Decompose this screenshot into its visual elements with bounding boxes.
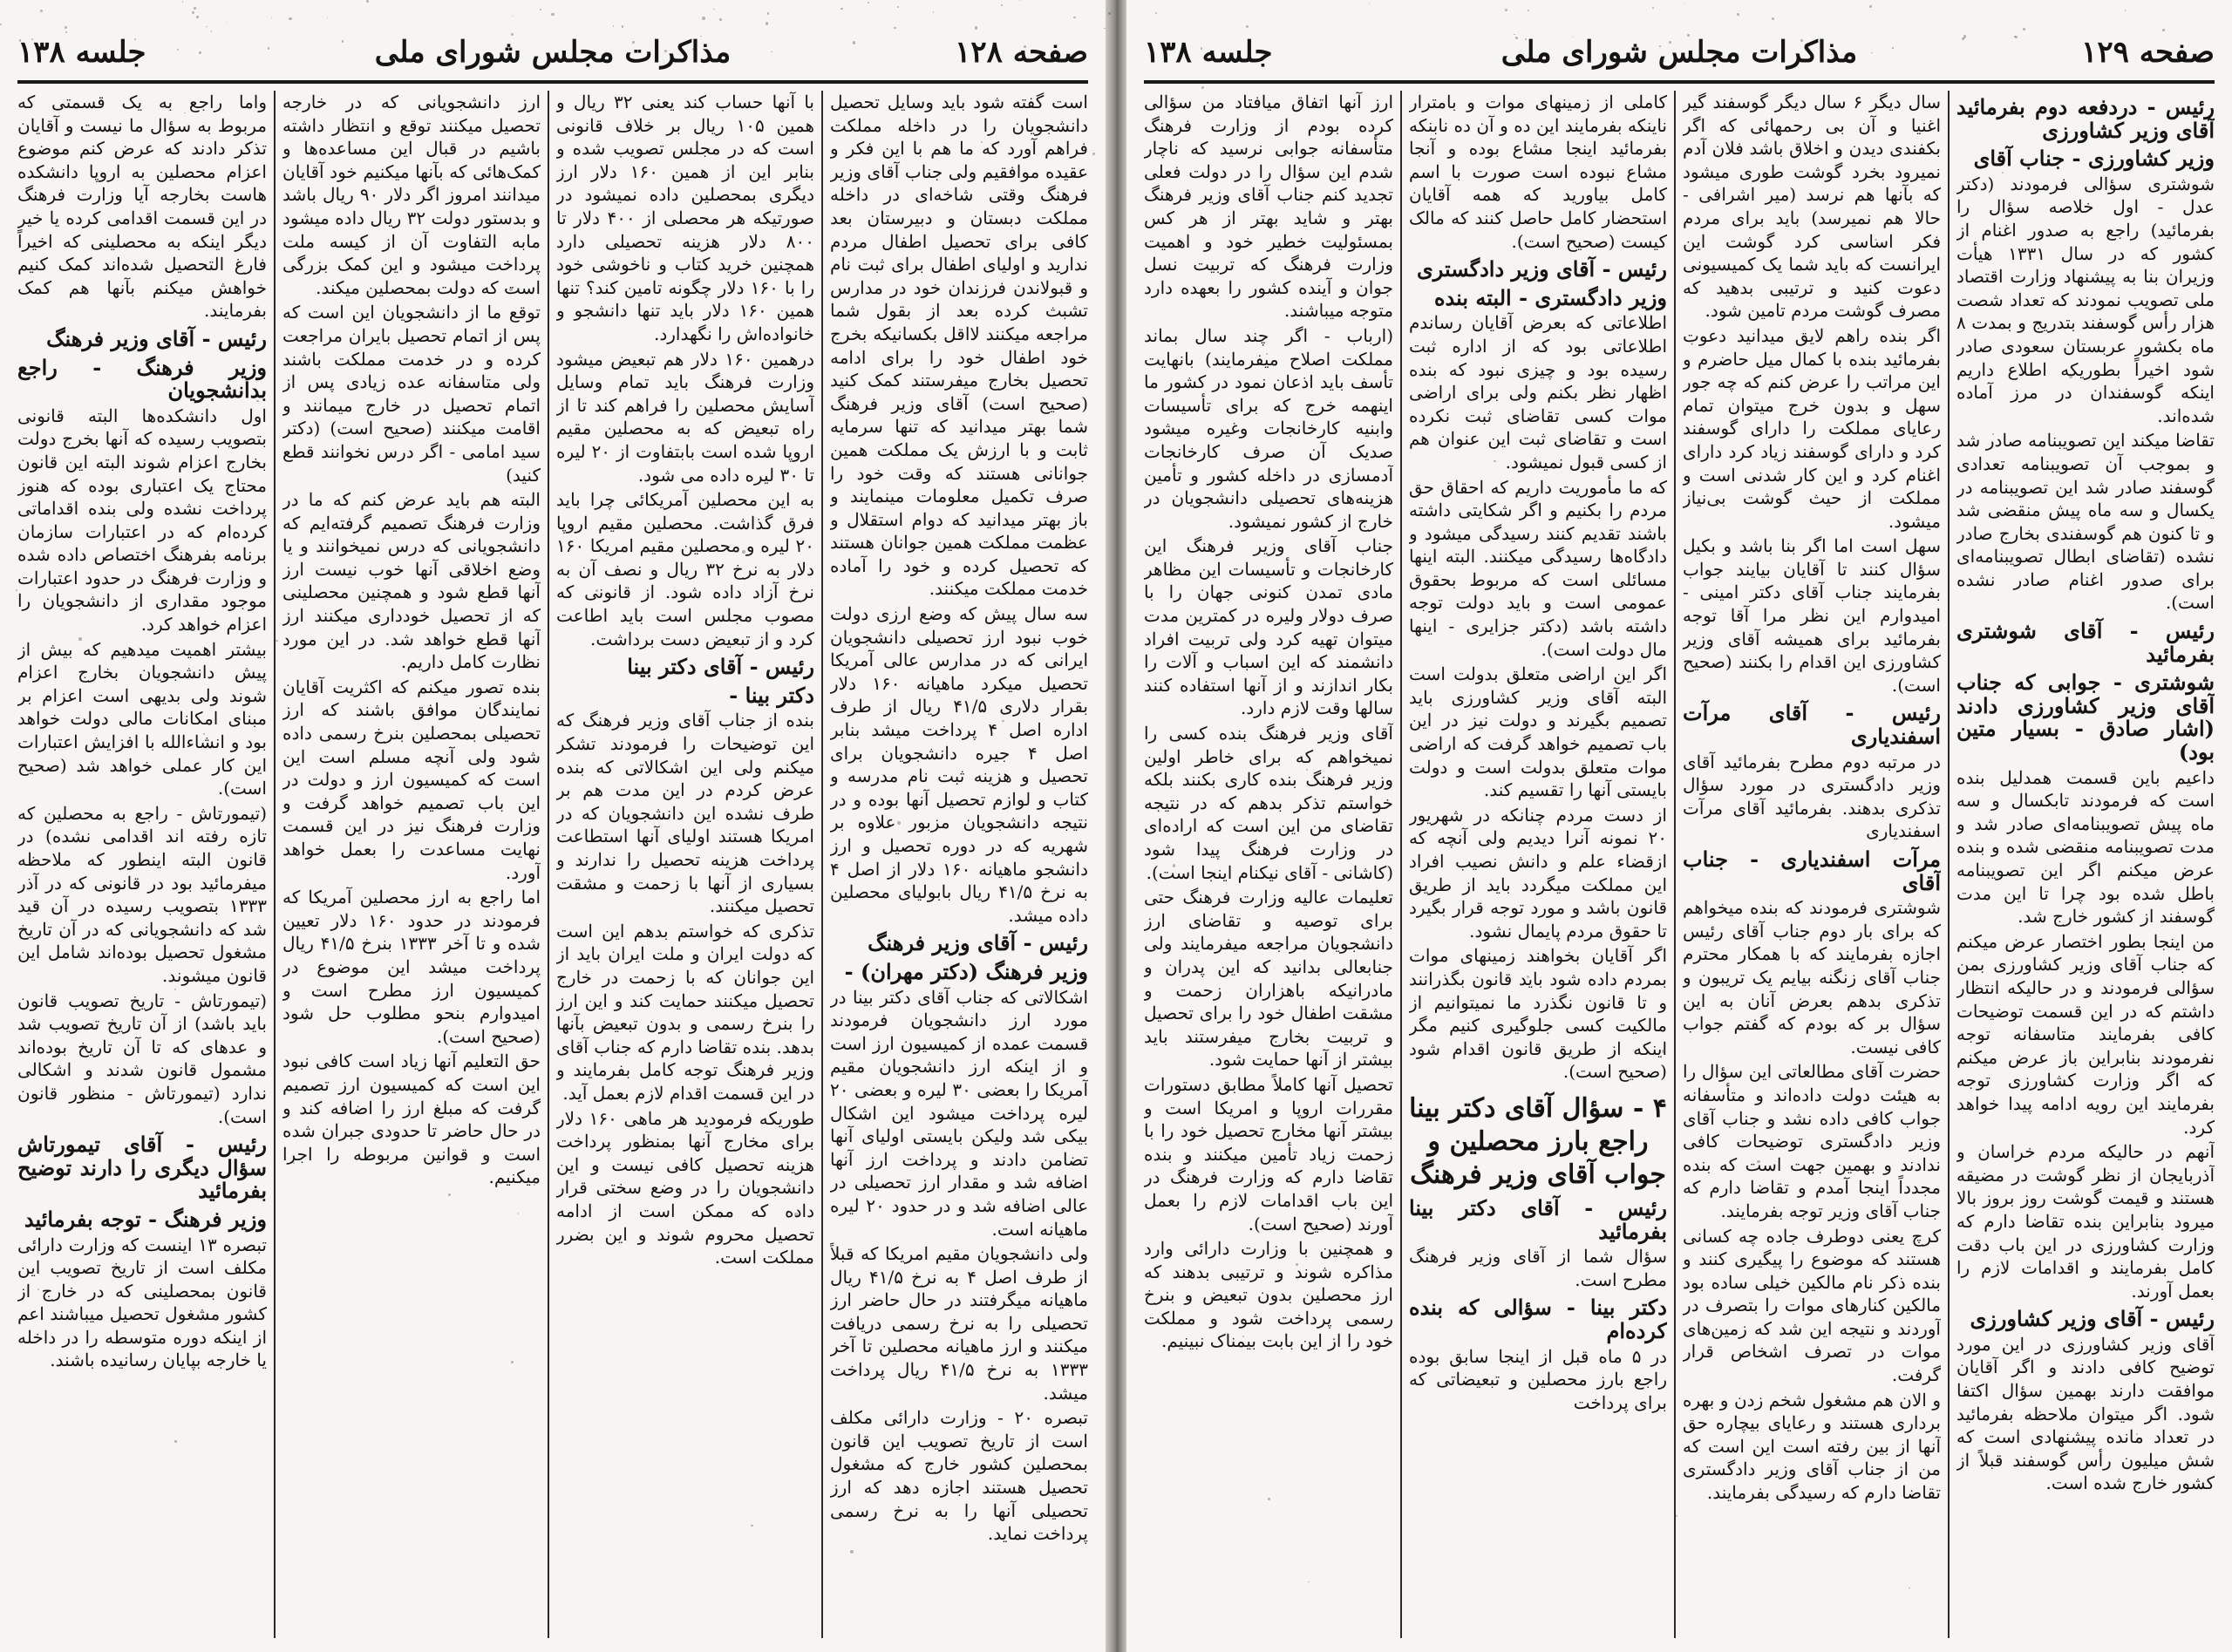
scan-speck [664,50,667,52]
paragraph: البته هم باید عرض کنم که ما در وزارت فرهنگ تصمیم گرفته‌ایم که دانشجویانی که درس نمیخوانند و یا وضع اخلاقی آنها خوب نیست ارز آنها قطع شود و همچنین محصلینی که از تحصیل خودداری میکنند ارز آنها قطع خواهد شد. در این مورد نظارت کامل داریم. [282,489,541,673]
paragraph: توقع ما از دانشجویان این است که پس از اتمام تحصیل بایران مراجعت کرده و در خدمت مملکت باشند ولی متاسفانه عده زیادی پس از اتمام تحصیل در خارج میمانند و اقامت میکنند (صحیح است) (دکتر سید امامی - اگر درس نخوانند قطع کنید) [282,302,541,486]
scan-speck [1173,864,1175,867]
paragraph: سال دیگر ۶ سال دیگر گوسفند گیر اغنیا و آن بی رحمهائی که اگر بکفندی دیدن و اخلاق باشد فلان آدم نمیرود بخرد گوشت طوری میشود که بآنها هم نرسد (میر اشرافی - حالا هم نمیرسد) باید برای مردم فکر اساسی کرد گوشت این ایرانست که باید شما یک کمیسیونی دعوت کنید و ترتیبی بدهید که مصرف گوشت مردم تامین شود. [1683,92,1941,322]
paragraph: اما راجع به ارز محصلین آمریکا که فرمودند در حدود ۱۶۰ دلار تعیین شده و تا آخر ۱۳۳۳ بنرخ ۴۱/۵ ریال پرداخت میشد این موضوع در کمیسیون ارز مطرح است و امیدوارم بنحو مطلوب حل شود (صحیح است). [282,887,541,1047]
scan-speck [1871,52,1873,54]
speaker-heading: مرآت اسفندیاری - جناب آقای [1683,846,1941,895]
paragraph: واما راجع به یک قسمتی که مربوط به سؤال ما نیست و آقایان تذکر دادند که عرض کنم موضوع اعزام محصلین به اروپا دانشکده هاست بخارجه آیا وزارت فرهنگ در این قسمت اقدامی کرده یا خیر دیگر اینکه به محصلینی که اخیراً فارغ التحصیل شده‌اند کمک کنیم خواهش میکنم بآنها هم کمک بفرمایند. [17,92,267,322]
scan-speck [1757,1160,1760,1164]
scan-speck [702,17,705,20]
scan-speck [276,640,278,642]
paragraph: آقای وزیر کشاورزی در این مورد توضیح کافی دادند و اگر آقایان موافقت دارند بهمین سؤال اکتفا شود. اگر میتوان ملاحظه بفرمائید در تعداد مانده پیشنهادی است که شش میلیون رأس گوسفند قبلاً از کشور خارج شده است. [1956,1333,2215,1494]
section-heading: ۴ - سؤال آقای دکتر بینا راجع بارز محصلین و جواب آقای وزیر فرهنگ [1409,1092,1667,1190]
scan-speck [1669,41,1671,44]
paragraph: از دست مردم چنانکه در شهریور ۲۰ نمونه آنرا دیدیم ولی آنچه که ازقضاء علم و دانش نصیب افراد این مملکت میگردد باید از طریق قانون باشد و مورد توجه قرار بگیرد تا حقوق مردم پایمال نشود. [1409,804,1667,942]
paragraph: در مرتبه دوم مطرح بفرمائید آقای وزیر دادگستری در مورد سؤال تذکری بدهند. بفرمائید آقای مرآت اسفندیاری [1683,751,1941,842]
paragraph: اطلاعاتی که بعرض آقایان رساندم اطلاعاتی بود که از اداره ثبت رسیده بود و چیزی نبود که بنده اظهار نظر بکنم ولی برای اراضی موات کسی تقاضای ثبت نکرده است و تقاضای ثبت این عنوان هم از کسی قبول نمیشود. [1409,312,1667,472]
scan-speck [16,589,17,591]
scan-speck [19,39,21,41]
speaker-heading: دکتر بینا - سؤالی که بنده کرده‌ام [1409,1295,1667,1343]
text-column [1144,91,1393,1638]
speaker-heading: وزیر کشاورزی - جناب آقای [1973,146,2215,172]
scan-speck [933,11,934,12]
text-column [282,91,541,1638]
scan-speck [2069,375,2072,378]
speaker-heading: رئیس - آقای تیمورتاش سؤال دیگری را دارند توضیح بفرمائید [17,1132,267,1204]
speaker-heading: دکتر بینا - [729,682,814,708]
left-page [0,0,1106,1652]
publication-title: مذاکرات مجلس شورای ملی [374,35,732,70]
scan-speck [975,26,978,30]
paragraph: تقاضا میکند این تصویبنامه صادر شد و بموجب آن تصویبنامه تعدادی گوسفند صادر شد این تصویبنامه در یکسال و سه ماه پیش منقضی شد و تا کنون هم گوسفندی بخارج صادر نشده (تقاضای ابطال تصویبنامه‌ای برای صدور اغنام صادر نشده است). [1956,430,2215,614]
speaker-heading: وزیر فرهنگ - توجه بفرمائید [24,1206,267,1232]
scan-speck [182,1,184,3]
scan-speck [771,51,772,52]
book-gutter [1106,0,1126,1652]
scan-speck [766,22,768,24]
paragraph: به این محصلین آمریکائی چرا باید فرق گذاشت. محصلین مقیم اروپا ۲۰ لیره و محصلین مقیم امریکا ۱۶۰ دلار به نرخ ۳۲ ریال و نصف آن به نرخ آزاد داده شود. از قانونی که مصوب مجلس است باید اطاعت کرد و از تبعیض دست برداشت. [556,489,814,649]
scan-speck [1104,28,1105,29]
scan-speck [551,13,555,17]
paragraph: اگر این اراضی متعلق بدولت است البته آقای وزیر کشاورزی باید تصمیم بگیرند و دولت نیز در این باب تصمیم خواهد گرفت که اراضی موات متعلق بدولت است و دولت بایستی آنها را تقسیم کند. [1409,663,1667,801]
scan-speck [692,48,694,50]
speaker-heading: رئیس - آقای وزیر کشاورزی [1970,1306,2215,1332]
speaker-heading: رئیس - دردفعه دوم بفرمائید آقای وزیر کشاورزی [1956,94,2215,143]
scan-speck [868,2,869,3]
text-column [1409,91,1667,1638]
scan-speck [1002,720,1004,722]
paragraph: تبصره ۲۰ - وزارت دارائی مکلف است از تاریخ تصویب این قانون بمحصلین کشور خارج که مشغول تحصیل هستند اجازه دهد که ارز تحصیلی آنها را به نرخ رسمی پرداخت نماید. [830,1407,1088,1545]
paragraph: شوشتری فرمودند که بنده میخواهم که برای بار دوم جناب آقای رئیس اجازه بفرمایند که با همکار محترم جناب آقای زنگنه بیایم یک تریبون و تذکری بدهم بعرض آنان به این سؤال بر که بودم که گفتم جواب کافی نیست. [1683,897,1941,1057]
paragraph: سؤال شما از آقای وزیر فرهنگ مطرح است. [1409,1246,1667,1290]
speaker-heading: وزیر فرهنگ (دکتر مهران) - [844,958,1088,984]
text-column [1683,91,1941,1638]
scan-speck [1892,47,1893,48]
scan-speck [2023,28,2025,31]
scan-speck [1092,153,1095,155]
scan-speck [1652,7,1654,9]
paragraph: (ارباب - اگر چند سال بماند مملکت اصلاح میفرمایند) بانهایت تأسف باید اذعان نمود در کشور ما اینهمه خرج که برای تأسیسات وابنیه کارخانجات وغیره میشود صدیک آن صرف کارخانجات آدمسازی در داخله کشور و تأمین هزینه‌های تحصیلی دانشجویان در خارج از کشور نمیشود. [1144,324,1393,532]
scan-speck [448,1193,451,1196]
scan-speck [1266,353,1268,355]
paragraph: اشکالاتی که جناب آقای دکتر بینا در مورد ارز دانشجویان فرمودند قسمت عمده از کمیسیون ارز است و از اینکه ارز دانشجویان مقیم آمریکا را بعضی ۳۰ لیره و بعضی ۲۰ لیره پرداخت میشود این اشکال بیکی شد ولیکن بایستی اولیای آنها تضامن دادند و پرداخت ارز آنها اضافه شد و مقدار ارز تحصیلی در عالی اضافه شد و در حدود ۲۰ لیره ماهیانه است. [830,986,1088,1240]
scan-speck [632,41,635,44]
paragraph: طوریکه فرمودید هر ماهی ۱۶۰ دلار برای مخارج آنها بمنظور پرداخت هزینه تحصیل کافی نیست و این دانشجویان را در وضع سختی قرار داده که ممکن است از ادامه تحصیل محروم شوند و این بضرر مملکت است. [556,1107,814,1268]
paragraph: که ما مأموریت داریم که احقاق حق مردم را بکنیم و اگر شکایتی داشته باشند تقدیم کنند رسیدگی میشود و دادگاه‌ها رسیدگی میکنند. البته اینها مسائلی است که مربوط بحقوق عمومی است و باید دولت توجه داشته باشد (دکتر جزایری - اینها مال دولت است). [1409,476,1667,660]
text-column [17,91,267,1638]
paragraph: بنده تصور میکنم که اکثریت آقایان نمایندگان موافق باشند که ارز تحصیلی بمحصلین بنرخ رسمی داده شود ولی آنچه مسلم است این است که کمیسیون ارز و دولت در این باب تصمیم خواهد گرفت و وزارت فرهنگ نیز در این قسمت نهایت مساعدت را بعمل خواهد آورد. [282,676,541,883]
left-page-header [17,30,1088,84]
column-divider [548,91,549,1638]
scan-speck [897,821,901,825]
paragraph: (تیمورتاش - راجع به محصلین که تازه رفته اند اقدامی نشده) در قانون البته اینطور که ملاحظه میفرمائید بود در قانونی که در آذر ۱۳۳۳ بتصویب رسیده در آن قید شد که دانشجویانی که در آن تاریخ مشغول تحصیل بوده‌اند شامل این قانون میشوند. [17,802,267,986]
paragraph: تحصیل آنها کاملاً مطابق دستورات مقررات اروپا و امریکا است و بیشتر آنها مخارج تحصیل خود را با زحمت زیاد تأمین میکنند و بنده تقاضا دارم که وزارت فرهنگ در این باب اقدامات لازم را بعمل آورند (صحیح است). [1144,1073,1393,1234]
scan-speck [1369,3,1370,4]
paragraph: بیشتر اهمیت میدهیم که بیش از پیش دانشجویان بخارج اعزام شوند ولی بدیهی است اعزام بر مبنای امکانات مالی دولت خواهد بود و انشاءالله با افزایش اعتبارات این کار عملی خواهد شد (صحیح است). [17,638,267,799]
paragraph: کرچ یعنی دوطرف جاده چه کسانی هستند که موضوع را پیگیری کنند و بنده ذکر نام مالکین خیلی ساده بود مالکین کنارهای موات را بتصرف در آوردند و نتیجه این شد که زمین‌های موات در تصرف اشخاص قرار گرفت. [1683,1225,1941,1386]
paragraph: داعیم باین قسمت همدلیل بنده است که فرمودند تابکسال و سه ماه پیش تصویبنامه‌ای صادر شد و مدت تصویبنامه منقضی شده و بنده عرض میکنم اگر این تصویبنامه باطل شده بود چرا تا این مدت گوسفند از کشور خارج شد. [1956,766,2215,928]
scan-speck [1687,34,1690,37]
scan-speck [2204,188,2205,189]
scan-speck [1296,1263,1298,1266]
session-number: جلسه ۱۳۸ [17,35,146,70]
scan-speck [1963,35,1967,38]
scan-speck [293,1162,295,1164]
scan-speck [1662,1050,1665,1053]
scan-speck [509,288,513,291]
scan-speck [199,51,201,54]
speaker-heading: وزیر فرهنگ - راجع بدانشجویان [17,354,267,404]
scan-speck [1358,195,1360,197]
scan-speck [990,381,992,383]
scan-speck [65,31,67,33]
scan-speck [1525,38,1527,40]
column-divider [821,91,823,1638]
paragraph: ارز آنها اتفاق میافتاد من سؤالی کرده بودم از وزارت فرهنگ متأسفانه جوابی نرسید که ناچار شدم این سؤال را در دولت فعلی تجدید کنم جناب آقای وزیر فرهنگ بهتر و شاید بهتر از هر کس بمسئولیت خطیر خود و اهمیت وزارت فرهنگ که تربیت نسل جوان و آینده کشور را بعهده دارد متوجه میباشند. [1144,92,1393,322]
paragraph: آنهم در حالیکه مردم خراسان و آذربایجان از نظر گوشت در مضیقه هستند و قیمت گوشت روز بروز بالا میرود بنابراین بنده تقاضا دارم که وزارت کشاورزی در این باب دقت کامل بفرمایند و اقدامات لازم را بعمل آورند. [1956,1141,2215,1302]
scan-speck [192,11,194,14]
scan-speck [613,25,614,26]
session-number: جلسه ۱۳۸ [1144,35,1273,70]
scan-speck [540,9,541,10]
right-page-header [1144,30,2215,84]
scan-speck [65,26,67,29]
scan-speck [719,18,722,21]
scan-speck [1494,460,1495,462]
speaker-heading: رئیس - آقای دکتر بینا [627,654,814,680]
paragraph: جناب آقای وزیر فرهنگ این کارخانجات و تأسیسات این مظاهر مادی تمدن کنونی جهان را با صرف دولار ولیره در کمترین مدت میتوان تهیه کرد ولی تربیت افراد دانشمند که این اسباب و آلات را بکار اندازند و از آنها استفاده کنند سالها وقت لازم دارد. [1144,535,1393,719]
scan-speck [700,36,702,37]
paragraph: در ۵ ماه قبل از اینجا سابق بوده راجع بارز محصلین و تبعیضاتی که برای پرداخت [1409,1345,1667,1413]
paragraph: اول دانشکده‌ها البته قانونی بتصویب رسیده که آنها بخرج دولت بخارج اعزام شوند البته این قانون محتاج یک اعتباری بوده که هنوز پرداخت نشده ولی بنده اقداماتی کرده‌ام که در اعتبارات سازمان برنامه بفرهنگ اختصاص داده شده و وزارت فرهنگ در حدود اعتبارات موجود مقداری از دانشجویان را اعزام خواهد کرد. [17,405,267,636]
paragraph: تذکری که خواستم بدهم این است که دولت ایران و ملت ایران باید از این جوانان که با زحمت در خارج تحصیل میکنند حمایت کند و این ارز را بنرخ رسمی و بدون تبعیض بآنها بدهد. بنده تقاضا دارم که جناب آقای وزیر فرهنگ توجه کامل بفرمایند و در این قسمت اقدام لازم بعمل آید. [556,920,814,1104]
column-divider [1674,91,1676,1638]
scan-speck [1038,51,1039,52]
speaker-heading: رئیس - آقای شوشتری بفرمائید [1956,618,2215,667]
scan-speck [177,49,179,51]
scan-speck [534,1184,535,1186]
scan-speck [174,989,176,990]
paragraph: ولی دانشجویان مقیم امریکا که قبلاً از طرف اصل ۴ به نرخ ۴۱/۵ ریال ماهیانه میگرفتند در حال حاضر ارز تحصیلی را به نرخ رسمی دریافت میکنند و ارز ماهیانه محصلین تا آخر ۱۳۳۳ به نرخ ۴۱/۵ ریال پرداخت میشد. [830,1243,1088,1404]
paragraph: اگر بنده راهم لایق میدانید دعوت بفرمائید بنده با کمال میل حاضرم و این مراتب را عرض کنم که چه جور سهل و بدون خرج میتوان تمام رعایای مملکت را دارای گوسفند کرد و دارای گوسفند زیاد کرد دارای اغنام کرد و این کار شدنی است و مملکت از حیث گوشت بی‌نیاز میشود. [1683,324,1941,532]
scan-speck [1073,17,1075,18]
scan-speck [1569,1137,1570,1138]
paragraph: سه سال پیش که وضع ارزی دولت خوب نبود ارز تحصیلی دانشجویان ایرانی که در مدارس عالی آمریکا تحصیل میکرد ماهیانه ۱۶۰ دلار بقرار دلاری ۴۱/۵ ریال از طرف اداره اصل ۴ پرداخت میشد بنابر اصل ۴ جیره دانشجویان برای تحصیل و هزینه ثبت نام مدرسه و کتاب و لوازم تحصیل آنها بوده و در نتیجه دانشجویان مزبور علاوه بر شهریه که در دوره تحصیل و ارز دانشجو ماهیانه ۱۶۰ دلار از اصل ۴ به نرخ ۴۱/۵ ریال بابولیای محصلین داده میشد. [830,603,1088,926]
scan-speck [189,268,193,271]
scan-speck [174,1440,176,1442]
text-column [556,91,814,1638]
paragraph: است گفته شود باید وسایل تحصیل دانشجویان را در داخله مملکت فراهم آورد که ما هم با این فکر و عقیده موافقیم ولی جناب آقای وزیر فرهنگ وقتی شاخه‌ای در داخله مملکت دبستان و دبیرستان بعد کافی برای تحصیل اطفال مردم ندارید و اولیای اطفال برای ثبت نام و قبولاندن فرزندان خود در مدارس تشبث کرده بعد از بقول شما مراجعه میکنند لااقل بکسانیکه بخرج خود اطفال خود را برای ادامه تحصیل بخارج میفرستند کمک کنید (صحیح است) آقای وزیر فرهنگ شما بهتر میدانید که تنها سرمایه ثابت و با ارزش یک مملکت همین جوانانی هستند که وقت خود را صرف تکمیل معلومات مینمایند و باز بهتر میدانید که دوام استقلال و عظمت مملکت همین جوانان هستند که تحصیل کرده و خود را آماده خدمت مملکت میکنند. [830,92,1088,600]
speaker-heading: رئیس - آقای وزیر فرهنگ [46,325,267,351]
scan-speck [1737,13,1739,15]
speaker-heading: رئیس - آقای مرآت اسفندیاری [1683,700,1941,750]
right-page [1126,0,2232,1652]
paragraph: تبصره ۱۳ اینست که وزارت دارائی مکلف است از تاریخ تصویب این قانون بمحصلینی که در خارج از کشور مشغول تحصیل میباشند اعم از اینکه دوره متوسطه را در داخله یا خارجه بپایان رسانیده باشند. [17,1234,267,1371]
speaker-heading: رئیس - آقای وزیر دادگستری [1417,256,1667,282]
column-divider [1948,91,1950,1638]
scan-speck [1800,39,1803,42]
scan-speck [850,1550,854,1553]
scan-speck [289,17,291,20]
scan-speck [751,1525,752,1526]
paragraph: ارز دانشجویانی که در خارجه تحصیل میکنند توقع و انتظار داشته باشیم در قبال این مساعده‌ها و کمک‌هائی که بآنها میکنیم خود آقایان میدانند امروز اگر دلار ۹۰ ریال باشد و بدستور دولت ۳۲ ریال داده میشود مابه التفاوت آن از کیسه ملت پرداخت میشود و این کمک بزرگی است که دولت بمحصلین میکند. [282,92,541,298]
publication-title: مذاکرات مجلس شورای ملی [1500,35,1858,70]
column-divider [1400,91,1402,1638]
paragraph: تعلیمات عالیه وزارت فرهنگ حتی برای توصیه و تقاضای ارز دانشجویان مراجعه میفرمایند ولی جنابعالی بدانید که این پدران و مادرانیکه باهزاران زحمت و مشقت اطفال خود را برای تحصیل و تربیت بخارج میفرستند باید بیشتر از آنها حمایت شود. [1144,887,1393,1071]
page-number: صفحه ۱۲۸ [955,35,1088,70]
paragraph: من اینجا بطور اختصار عرض میکنم که جناب آقای وزیر کشاورزی بمن سؤالی فرمودند و در حالیکه انتظار داشتم که در این قسمت توضیحات کافی بفرمایند متاسفانه توجه نفرمودند بنابراین باز عرض میکنم که اگر وزارت کشاورزی توجه بفرمایند این رویه ادامه پیدا خواهد کرد. [1956,930,2215,1138]
paragraph: کاملی از زمینهای موات و بامترار ناینکه بفرمایند این ده و آن ده نابنکه بفرمائید اینجا مشاع بوده و آنجا مشاع نبوده است صورت با اسم کامل بیاورید که همه آقایان استحضار کامل حاصل کنند که مالک کیست (صحیح است). [1409,92,1667,252]
scan-speck [1308,1581,1309,1582]
scan-speck [1992,433,1993,434]
scan-speck [2162,29,2164,31]
text-column [1956,91,2215,1638]
scan-speck [31,38,33,40]
scan-speck [1970,681,1971,683]
scan-speck [1001,4,1002,5]
scan-speck [184,112,185,113]
paragraph: و الان هم مشغول شخم زدن و بهره برداری هستند و رعایای بیچاره حق آنها از بین رفته است این است که من از جناب آقای وزیر دادگستری تقاضا دارم که رسیدگی بفرمایند. [1683,1389,1941,1504]
scan-speck [1024,45,1026,48]
paragraph: اگر آقایان بخواهند زمینهای موات بمردم داده شود باید قانون بگذرانند و تا قانون نگذرد ما نمیتوانیم از مالکیت کسی جلوگیری کنیم مگر اینکه از طریق قانون اقدام شود (صحیح است). [1409,945,1667,1083]
scan-speck [268,47,270,50]
paragraph: شوشتری سؤالی فرمودند (دکتر عدل - اول خلاصه سؤال را بفرمائید) راجع به صدور اغنام از کشور که در سال ۱۳۳۱ هیأت وزیران بنا به پیشنهاد وزارت اقتصاد ملی تصویب نمودند که تعداد شصت هزار رأس گوسفند بتدریج و بمدت ۸ ماه بکشور عربستان سعودی صادر شود اخیراً بطوریکه اطلاع داریم اینکه گوسفندان در مرز آماده شده‌اند. [1956,173,2215,426]
text-column [830,91,1088,1638]
scan-speck [1659,45,1660,46]
paragraph: آقای وزیر فرهنگ بنده کسی را نمیخواهم که برای خاطر اولین وزیر فرهنگ بنده کاری بکنند بلکه خواستم تذکر بدهم که در نتیجه تقاضای من این است که اراده‌ای در وزارت فرهنگ پیدا شود (کاشانی - آقای نیکنام اینجا است). [1144,723,1393,883]
paragraph: حضرت آقای مطالعاتی این سؤال را به هیئت دولت داده‌اند و متأسفانه جواب کافی داده نشد و جناب آقای وزیر دادگستری توضیحات کافی ندادند و بهمین جهت است که بنده مجدداً اینجا آمدم و تقاضا دارم که جناب آقای وزیر توجه بفرمایند. [1683,1061,1941,1221]
paragraph: با آنها حساب کند یعنی ۳۲ ریال و همین ۱۰۵ ریال بر خلاف قانونی است که در مجلس تصویب شده و بنابر این از همین ۱۶۰ دلار ارز دیگری بمحصلین داده نمیشود در صورتیکه هر محصلی از ۴۰۰ دلار تا ۸۰۰ دلار هزینه تحصیلی دارد همچنین خرید کتاب و ناخوشی خود را با ۱۶۰ دلار چگونه تامین کند؟ تنها همین ۱۶۰ دلار باید تنها دانشجو و خانواده‌اش را نگهدارد. [556,92,814,344]
page-number: صفحه ۱۲۹ [2081,35,2215,70]
paragraph: و همچنین با وزارت دارائی وارد مذاکره شوند و ترتیبی بدهند که ارز محصلین بدون تبعیض و بنرخ رسمی پرداخت شود و مملکت خود را از این بابت بیمناک نبینیم. [1144,1238,1393,1352]
column-divider [274,91,276,1638]
speaker-heading: شوشتری - جوابی که جناب آقای وزیر کشاورزی دادند (اشار صادق - بسیار متین بود) [1956,670,2215,765]
paragraph: حق التعلیم آنها زیاد است کافی نبود این است که کمیسیون ارز تصمیم گرفت که مبلغ ارز را اضافه کند و در حال حاضر تا حدودی جبران شده است و قوانین مربوطه را اجرا میکنیم. [282,1050,541,1188]
left-page-columns [17,91,1088,1638]
scan-speck [742,550,745,554]
paragraph: درهمین ۱۶۰ دلار هم تبعیض میشود وزارت فرهنگ باید تمام وسایل آسایش محصلین را فراهم کند تا از راه تبعیض که به محصلین مقیم اروپا شده است بابتفاوت از ۲۰ لیره تا ۳۰ لیره داده می شود. [556,348,814,486]
right-page-columns [1144,91,2215,1638]
scan-speck [894,27,895,29]
scan-speck [256,400,258,402]
scan-speck [78,637,82,641]
speaker-heading: رئیس - آقای وزیر فرهنگ [868,930,1088,956]
scan-speck [1201,47,1202,49]
speaker-heading: وزیر دادگستری - البته بنده [1433,284,1667,310]
paragraph: (تیمورتاش - تاریخ تصویب قانون باید باشد) از آن تاریخ تصویب شد و عدهای که تا آن تاریخ بوده‌اند مشمول قانون شدند و اشکالی ندارد (تیمورتاش - منظور قانون است). [17,989,267,1127]
speaker-heading: رئیس - آقای دکتر بینا بفرمائید [1409,1194,1667,1244]
scan-speck [794,1213,798,1216]
paragraph: بنده از جناب آقای وزیر فرهنگ که این توضیحات را فرمودند تشکر میکنم ولی این اشکالاتی که بنده عرض کردم در این مدت هم بر طرف نشده این دانشجویان که در امریکا هستند اولیای آنها استطاعت پرداخت هزینه تحصیل را ندارند و بسیاری از آنها با زحمت و مشقت تحصیل میکنند. [556,710,814,917]
paragraph: سهل است اما اگر بنا باشد و بکیل سؤال کنند تا آقایان بیایند جواب بفرمایند جناب آقای دکتر امینی - امیدوارم این نظر مرا آقا توجه بفرمائید برای همیشه آقای وزیر کشاورزی این اقدام را بکنند (صحیح است). [1683,535,1941,696]
